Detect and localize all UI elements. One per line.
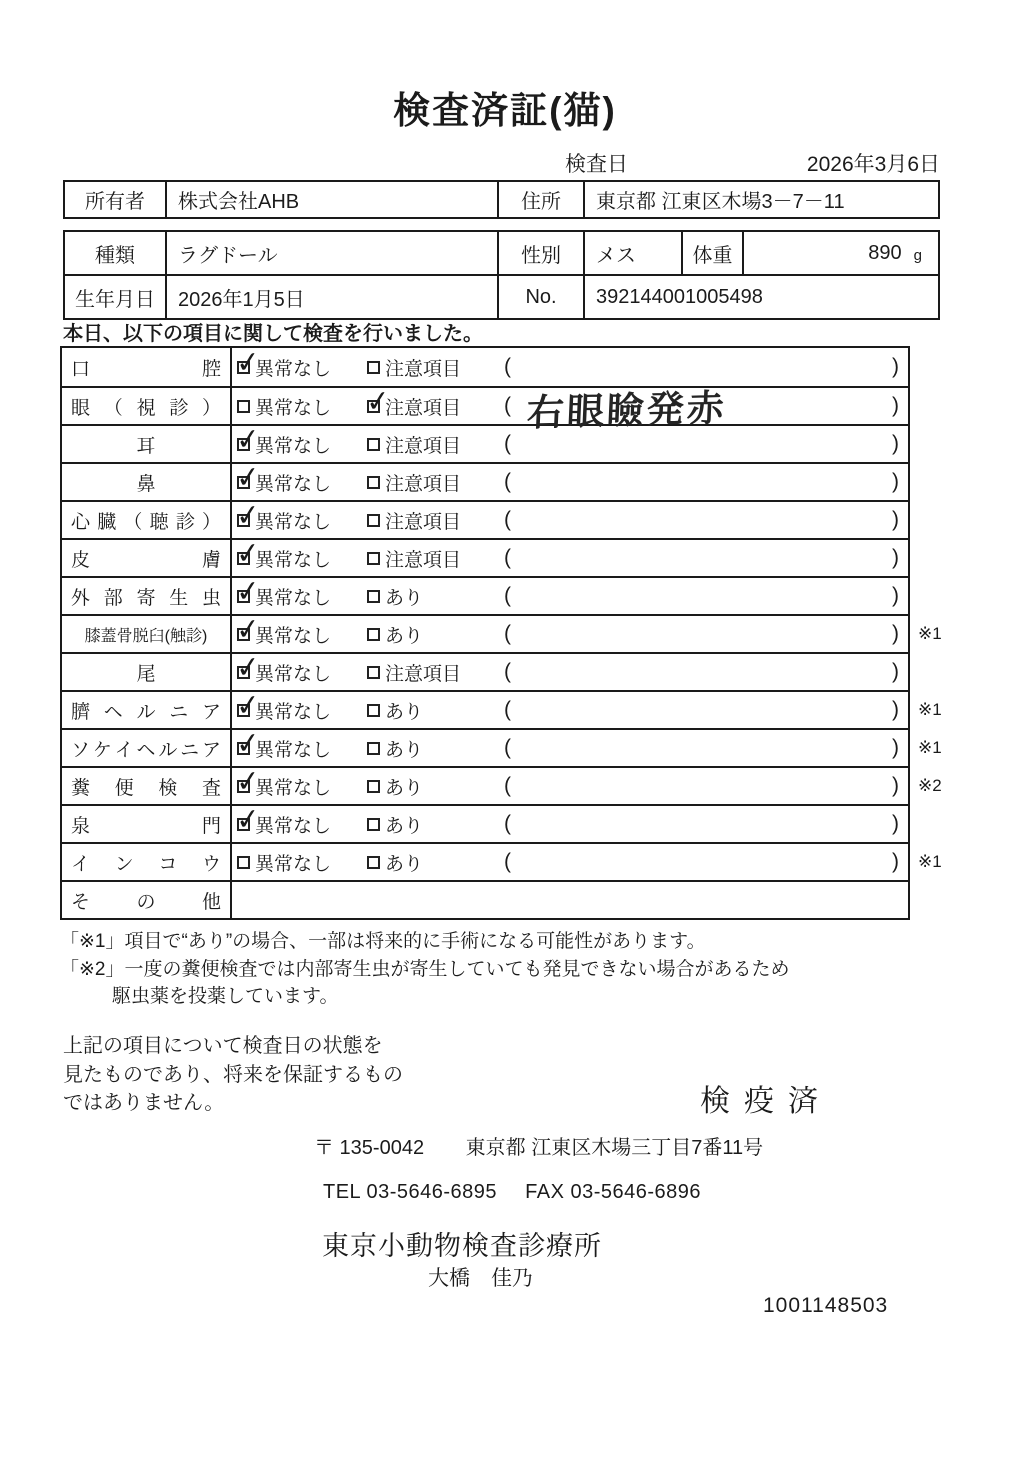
checkbox-caution [367,590,380,603]
option-no-abnormality-label: 異常なし [255,549,332,571]
item-result [232,650,908,690]
checkbox-no-abnormality [234,536,262,571]
option-no-abnormality [234,650,332,690]
option-no-abnormality-label: 異常なし [255,777,332,799]
item-name-part: 泉 [71,815,91,837]
checkbox-no-abnormality [237,856,250,869]
option-caution [367,692,423,728]
item-name-part: 寄 [136,587,156,609]
paren-close: ) [892,394,899,417]
option-no-abnormality-label: 異常なし [255,397,332,419]
paren-close: ) [892,622,899,645]
check-mark-icon: ✓ [234,536,262,571]
item-name-part: 診 [175,511,195,533]
inspection-row [62,764,942,804]
check-mark-icon: ✓ [234,460,262,495]
item-name-part: ） [201,397,221,419]
weight-value [744,232,938,274]
paren-open: ( [504,394,511,417]
option-caution [367,540,461,576]
option-caution-label: 注意項目 [385,549,462,571]
option-no-abnormality-label: 異常なし [255,853,332,875]
item-name-part: 膝蓋骨脱臼(触診) [84,627,208,645]
inspection-row [62,652,908,690]
item-name-part: 生 [169,587,189,609]
paren-open: ( [504,470,511,493]
sex-value: メス [585,232,683,274]
paren-close: ) [892,774,899,797]
item-name-part: 検 [158,777,178,799]
footnote-mark: ※1 [918,700,942,719]
footnote-1: 「※1」項目で“あり”の場合、一部は将来的に手術になる可能性があります。 [60,931,706,952]
address-value: 東京都 江東区木場3－7－11 [596,191,845,213]
option-no-abnormality [234,460,332,500]
examiner-name: 大橋 佳乃 [428,1267,533,1290]
inspection-row [62,612,942,652]
paren-close: ) [892,736,899,759]
inspection-row [62,842,942,880]
item-result [232,345,908,386]
check-mark-icon: ✓ [234,422,262,457]
checkbox-caution [364,384,392,419]
item-name-part: コ [158,853,178,875]
item-name-part: 外 [71,587,91,609]
item-name-part: 臓 [97,511,117,533]
inspection-row [62,804,908,842]
paren-close: ) [892,355,899,378]
item-name [62,426,232,462]
disclaimer-line-2: 見たものであり、将来を保証するもの [63,1063,403,1086]
item-name-part: イ [71,853,91,875]
option-no-abnormality-label: 異常なし [255,815,332,837]
item-name-part: 皮 [71,549,91,571]
paren-open: ( [504,812,511,835]
item-name-part: 診 [169,397,189,419]
item-name-part: ヘ [136,739,156,761]
item-name-part: ニ [169,701,189,723]
inspection-date-label: 検査日 [565,153,628,176]
paren-close: ) [892,812,899,835]
item-name [62,692,232,728]
option-caution [367,464,461,500]
checkbox-caution [367,666,380,679]
paren-open: ( [504,660,511,683]
item-name [62,616,232,652]
item-name [62,844,232,880]
option-no-abnormality [237,844,331,880]
paren-close: ) [892,432,899,455]
item-name-part: 心 [71,511,91,533]
item-result [232,612,908,652]
item-name [62,882,232,918]
checkbox-caution [367,704,380,717]
owner-value: 株式会社AHB [167,182,499,217]
item-result [232,844,908,880]
footnote-mark: ※1 [918,624,942,643]
disclaimer-line-1: 上記の項目について検査日の状態を [63,1035,383,1057]
option-no-abnormality-label: 異常なし [255,473,332,495]
option-no-abnormality-label: 異常なし [255,663,332,685]
option-caution [367,654,461,690]
option-no-abnormality [234,422,332,462]
option-caution-label: 注意項目 [385,358,462,380]
item-name-part: イ [114,739,134,761]
checkbox-caution [367,780,380,793]
checkbox-caution [367,856,380,869]
paren-close: ) [892,850,899,873]
breed-value: ラグドール [167,232,499,274]
checkbox-no-abnormality [234,688,262,723]
no-label: No. [499,276,585,318]
item-name-part: ケ [92,739,112,761]
option-caution [367,426,461,462]
item-result [232,726,908,766]
checkbox-no-abnormality [234,726,262,761]
footnote-2-cont: 駆虫薬を投薬しています。 [112,986,339,1007]
inspection-row [62,880,908,918]
address-label: 住所 [499,182,585,217]
option-caution [367,348,461,386]
clinic-contact-line [323,1181,701,1204]
paren-open: ( [504,508,511,531]
item-name [62,768,232,804]
item-result [232,574,908,614]
paren-open: ( [504,698,511,721]
item-name-part: ア [201,701,221,723]
item-name-part: 口 [71,358,91,380]
footnote-2: 「※2」一度の糞便検査では内部寄生虫が寄生していても発見できない場合があるため [60,958,790,980]
weight-number: 890 [868,241,902,264]
paren-close: ) [892,470,899,493]
checkbox-no-abnormality [234,612,262,647]
checkbox-no-abnormality [234,460,262,495]
paren-close: ) [892,546,899,569]
weight-label: 体重 [683,232,744,274]
check-mark-icon: ✓ [234,802,262,837]
inspection-date-line [565,148,940,178]
checkbox-caution [367,552,380,565]
document-code: 1001148503 [763,1294,889,1317]
owner-info-box [63,180,940,219]
paren-close: ) [892,660,899,683]
checkbox-caution [367,514,380,527]
checkbox-no-abnormality [237,400,250,413]
option-caution-label: 注意項目 [385,473,462,495]
animal-info-box [63,230,940,320]
sex-label: 性別 [499,232,585,274]
paren-open: ( [504,622,511,645]
check-mark-icon: ✓ [234,726,262,761]
item-name-part: の [136,891,156,913]
item-result [232,498,908,538]
option-caution-label: あり [385,815,424,837]
item-result [232,688,908,728]
inspection-row [62,500,908,538]
clinic-name: 東京小動物検査診療所 [322,1231,602,1261]
item-result [232,764,908,804]
option-no-abnormality [234,764,332,804]
item-name-part: 糞 [71,777,91,799]
item-name [62,464,232,500]
disclaimer-line-3: ではありません。 [63,1092,225,1114]
item-name-part: 他 [201,891,221,913]
item-name-part: 眼 [71,397,91,419]
item-name-part: 尾 [136,663,156,685]
checkbox-no-abnormality [234,650,262,685]
footnote-mark: ※2 [918,776,942,795]
clinic-fax: FAX 03-5646-6896 [525,1181,702,1203]
checkbox-no-abnormality [234,498,262,533]
inspection-row [62,384,908,434]
paren-open: ( [504,432,511,455]
quarantine-stamp: 検疫済 [700,1085,832,1118]
clinic-tel: TEL 03-5646-6895 [323,1181,498,1203]
inspection-date-value: 2026年3月6日 [806,153,940,176]
option-no-abnormality [234,802,332,842]
page-title: 検査済証(猫) [393,90,617,131]
paren-open: ( [504,546,511,569]
intro-text: 本日、以下の項目に関して検査を行いました。 [63,323,483,345]
checkbox-no-abnormality [234,345,262,380]
owner-label: 所有者 [65,182,167,217]
option-no-abnormality [234,726,332,766]
item-name-part: 膚 [201,549,221,571]
option-no-abnormality [234,574,332,614]
item-name-part: 臍 [71,701,91,723]
check-mark-icon: ✓ [234,650,262,685]
item-result [232,384,908,434]
clinic-address: 東京都 江東区木場三丁目7番11号 [465,1137,764,1159]
option-no-abnormality-label: 異常なし [255,739,332,761]
option-caution-label: あり [385,587,424,609]
item-result [232,536,908,576]
handwritten-note: 右眼瞼発赤 [525,387,728,434]
weight-unit: g [913,246,922,264]
item-name-part: 鼻 [136,473,156,495]
item-name-part: 部 [103,587,123,609]
check-mark-icon: ✓ [234,764,262,799]
check-mark-icon: ✓ [234,688,262,723]
checkbox-no-abnormality [234,764,262,799]
item-name-part: （ [123,511,143,533]
inspection-row [62,345,908,386]
item-name-part: 腔 [201,358,221,380]
option-no-abnormality-label: 異常なし [255,358,332,380]
postal-code: 〒 135-0042 [314,1137,425,1159]
option-caution-label: 注意項目 [385,663,462,685]
paren-open: ( [504,774,511,797]
item-name-part: （ [103,397,123,419]
item-name-part: ヘ [103,701,123,723]
no-value: 392144001005498 [596,285,763,308]
item-name-part: ウ [201,853,221,875]
option-caution [367,578,423,614]
option-caution-label: 注意項目 [385,435,462,457]
item-result [232,802,908,842]
paren-open: ( [504,355,511,378]
inspection-row [62,576,908,614]
item-name-part: ア [201,739,221,761]
check-mark-icon: ✓ [364,384,392,419]
inspection-row [62,462,908,500]
item-name [62,730,232,766]
checkbox-no-abnormality [234,422,262,457]
checkbox-caution [367,818,380,831]
option-caution [367,616,423,652]
item-name-part: ル [136,701,156,723]
option-caution [367,730,423,766]
option-no-abnormality [234,498,332,538]
option-no-abnormality-label: 異常なし [255,587,332,609]
option-caution-label: あり [385,853,424,875]
checkbox-caution [367,438,380,451]
option-no-abnormality [234,345,332,386]
checkbox-caution [367,476,380,489]
birth-value: 2026年1月5日 [167,276,499,318]
checkbox-no-abnormality [234,802,262,837]
item-name-part: ） [201,511,221,533]
item-name [62,388,232,424]
footnotes [60,928,790,1011]
item-name [62,578,232,614]
item-name [62,654,232,690]
paren-open: ( [504,584,511,607]
checkbox-caution [367,742,380,755]
checkbox-caution [367,628,380,641]
inspection-table [60,345,942,920]
paren-close: ) [892,508,899,531]
option-no-abnormality-label: 異常なし [255,511,332,533]
check-mark-icon: ✓ [234,498,262,533]
option-no-abnormality-label: 異常なし [255,701,332,723]
item-name-part: 虫 [201,587,221,609]
item-name [62,806,232,842]
inspection-row [62,424,908,462]
item-name-part: 聴 [149,511,169,533]
inspection-row [62,688,942,728]
check-mark-icon: ✓ [234,574,262,609]
item-name [62,502,232,538]
item-result [232,882,908,918]
item-name [62,348,232,386]
option-caution [367,844,423,880]
option-caution [364,384,462,424]
paren-close: ) [892,698,899,721]
disclaimer [63,1032,403,1118]
item-name-part: 便 [114,777,134,799]
birth-label: 生年月日 [65,276,167,318]
option-caution-label: あり [385,625,424,647]
option-caution-label: 注意項目 [385,397,462,419]
item-name-part: ン [114,853,134,875]
option-no-abnormality [234,612,332,652]
item-result [232,460,908,500]
item-name-part: そ [71,891,91,913]
inspection-row [62,538,908,576]
check-mark-icon: ✓ [234,612,262,647]
check-mark-icon: ✓ [234,345,262,380]
option-caution [367,768,423,804]
birth-row [65,274,938,318]
breed-label: 種類 [65,232,167,274]
option-no-abnormality [234,688,332,728]
item-name-part: 視 [136,397,156,419]
option-no-abnormality [237,388,331,424]
footnote-mark: ※1 [918,852,942,871]
item-name-part: ル [158,739,178,761]
option-no-abnormality [234,536,332,576]
paren-close: ) [892,584,899,607]
footnote-mark: ※1 [918,738,942,757]
paren-open: ( [504,736,511,759]
option-caution [367,806,423,842]
clinic-address-line [314,1131,763,1160]
inspection-row [62,726,942,766]
item-name-part: 耳 [136,435,156,457]
option-caution-label: 注意項目 [385,511,462,533]
option-caution-label: あり [385,701,424,723]
checkbox-no-abnormality [234,574,262,609]
option-no-abnormality-label: 異常なし [255,435,332,457]
option-caution [367,502,461,538]
item-name-part: 査 [201,777,221,799]
breed-row [65,232,938,274]
paren-open: ( [504,850,511,873]
item-name [62,540,232,576]
item-name-part: 門 [201,815,221,837]
option-caution-label: あり [385,739,424,761]
option-caution-label: あり [385,777,424,799]
item-name-part: ソ [71,739,91,761]
checkbox-caution [367,361,380,374]
item-name-part: ニ [180,739,200,761]
option-no-abnormality-label: 異常なし [255,625,332,647]
